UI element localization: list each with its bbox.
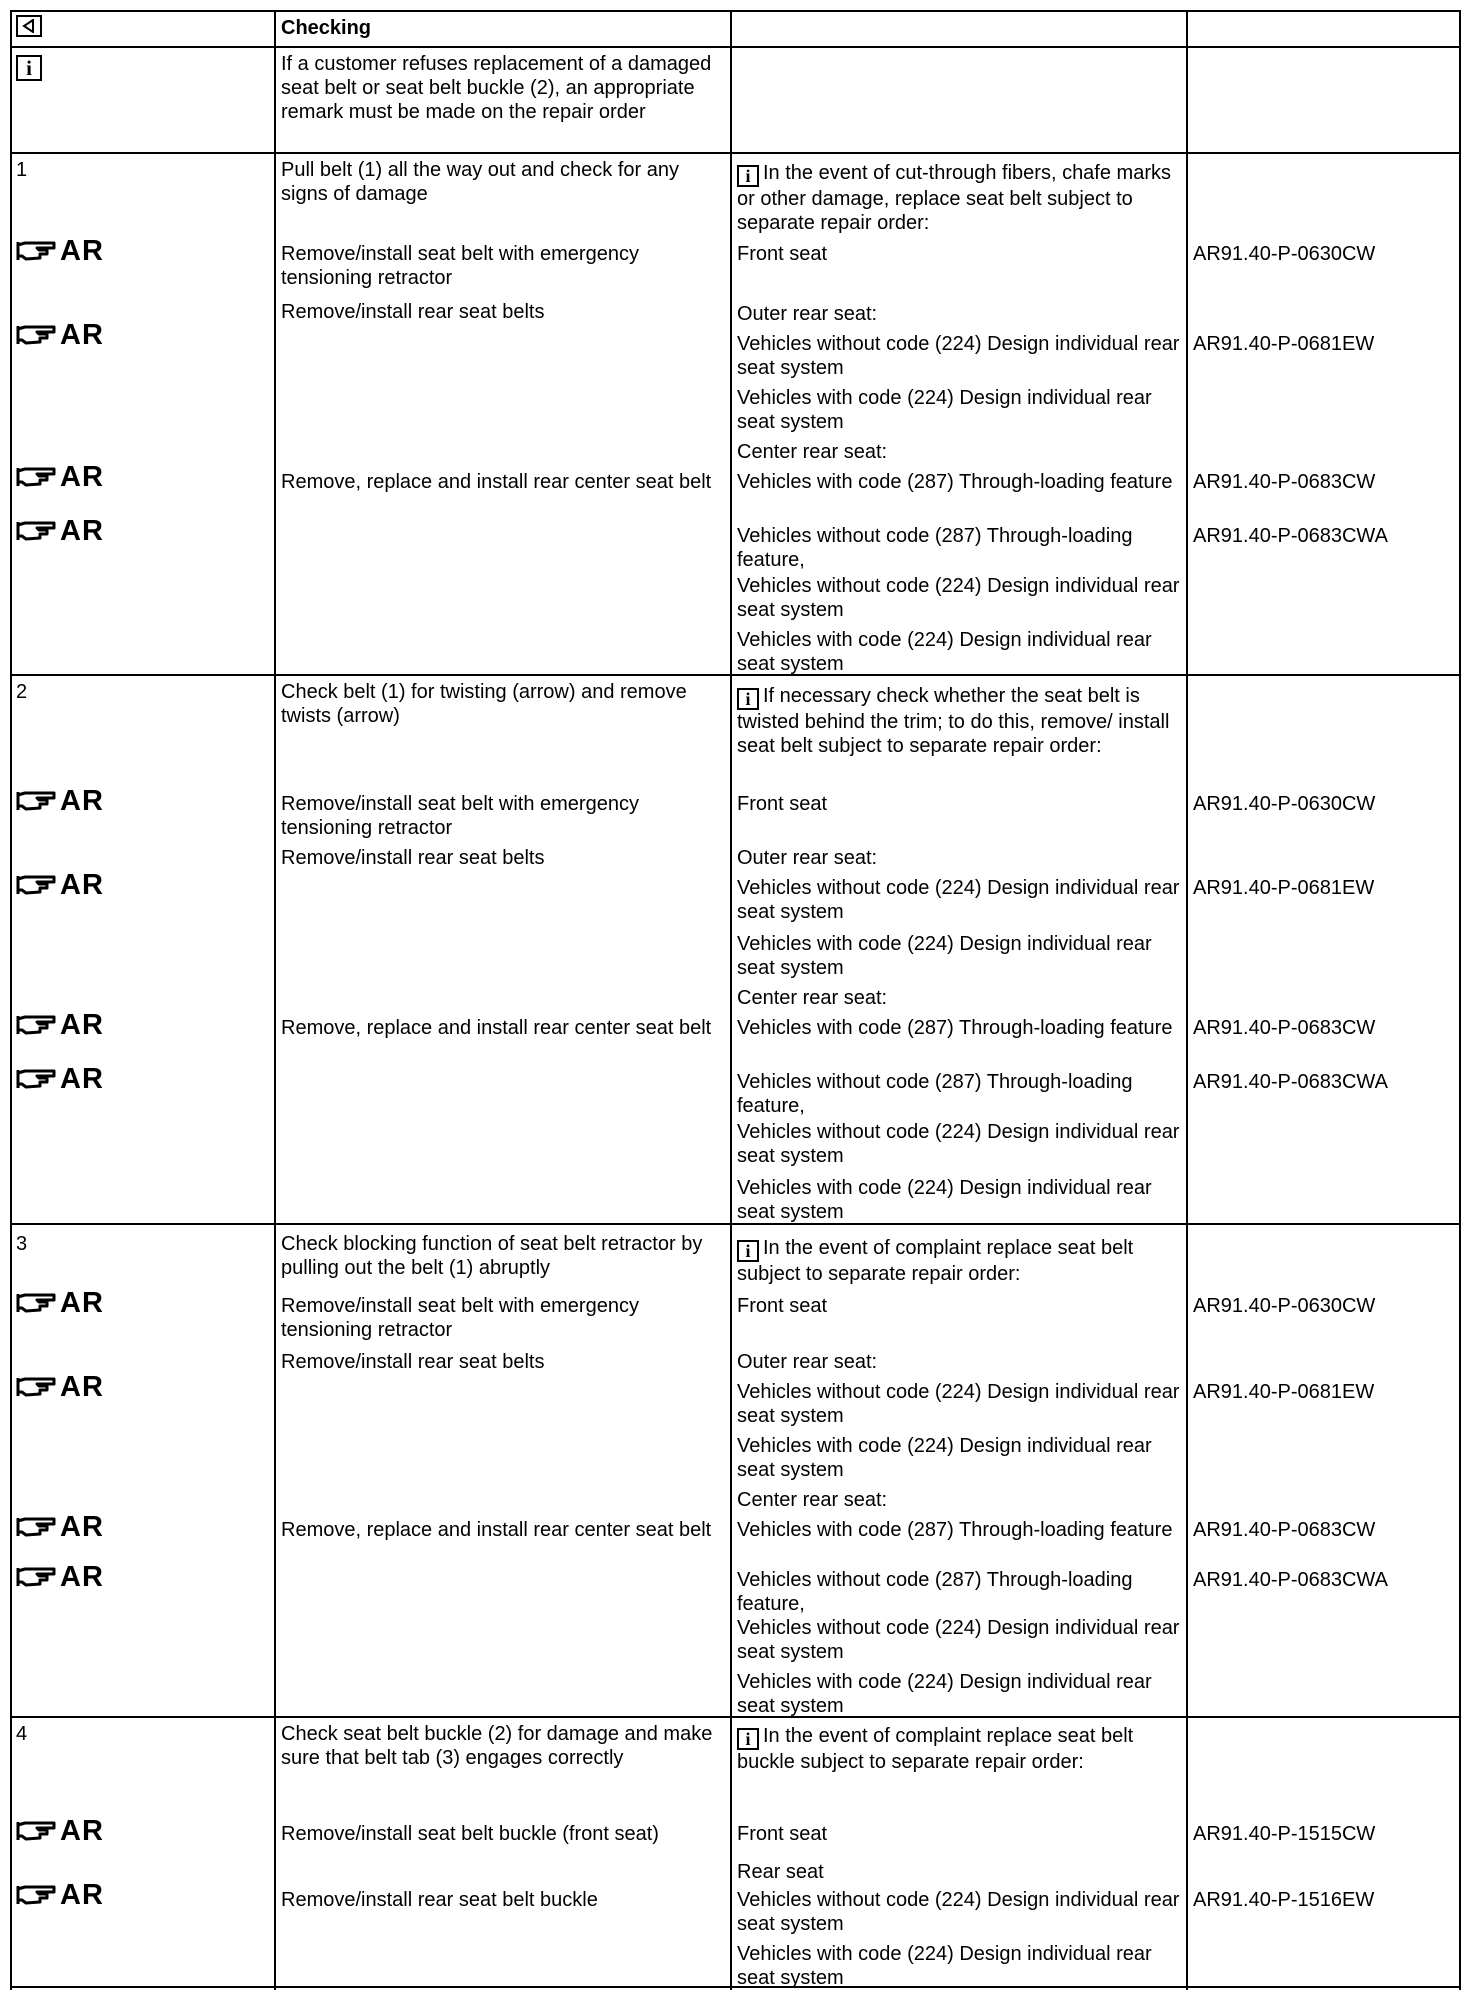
item-action: Remove/install seat belt with emergency tensioning retractor <box>281 1295 639 1341</box>
item-reference[interactable]: AR91.40-P-0683CW <box>1193 1519 1376 1541</box>
step-instruction: Pull belt (1) all the way out and check for any signs of damage <box>281 159 679 205</box>
item-condition: Center rear seat: <box>737 1489 888 1511</box>
ar-link[interactable]: AR <box>16 1562 104 1592</box>
info-icon: i <box>737 1728 759 1750</box>
pointing-hand-icon <box>16 1013 56 1037</box>
item-reference[interactable]: AR91.40-P-0683CW <box>1193 1017 1376 1039</box>
item-action: Remove/install rear seat belts <box>281 847 545 869</box>
ar-link[interactable]: AR <box>16 462 104 492</box>
item-condition: Vehicles with code (224) Design individual rear seat system <box>737 1177 1152 1223</box>
item-condition: Vehicles without code (224) Design individual rear seat system <box>737 1121 1180 1167</box>
item-action: Remove, replace and install rear center seat belt <box>281 1017 712 1039</box>
item-action: Remove/install seat belt with emergency tensioning retractor <box>281 793 639 839</box>
row-divider <box>10 674 1461 676</box>
note-text: If a customer refuses replacement of a damaged seat belt or seat belt buckle (2), an appropriate remark must be made on the repair order <box>281 53 712 123</box>
ar-link[interactable]: AR <box>16 236 104 266</box>
item-action: Remove, replace and install rear center seat belt <box>281 1519 712 1541</box>
step-info <box>737 161 1187 235</box>
step-info-text: In the event of complaint replace seat belt subject to separate repair order: <box>737 1237 1134 1285</box>
triangle-left-icon <box>22 19 36 33</box>
step-instruction: Check blocking function of seat belt retractor by pulling out the belt (1) abruptly <box>281 1233 703 1279</box>
step-info-text: If necessary check whether the seat belt is twisted behind the trim; to do this, remove/ install seat belt subject to separate repair order: <box>737 685 1170 757</box>
item-condition: Vehicles with code (224) Design individual rear seat system <box>737 1943 1152 1989</box>
item-condition: Front seat <box>737 1295 828 1317</box>
item-condition: Vehicles with code (224) Design individual rear seat system <box>737 933 1152 979</box>
item-reference[interactable]: AR91.40-P-0681EW <box>1193 333 1375 355</box>
item-condition: Vehicles without code (224) Design individual rear seat system <box>737 575 1180 621</box>
item-condition: Vehicles without code (287) Through-loading feature, <box>737 1071 1133 1117</box>
repair-instruction-table <box>10 10 1461 1990</box>
item-condition: Vehicles without code (224) Design individual rear seat system <box>737 1889 1180 1935</box>
pointing-hand-icon <box>16 1565 56 1589</box>
item-reference[interactable]: AR91.40-P-1515CW <box>1193 1823 1376 1845</box>
item-condition: Front seat <box>737 243 828 265</box>
item-condition: Vehicles with code (287) Through-loading feature <box>737 1017 1173 1039</box>
info-icon: i <box>737 165 759 187</box>
item-reference[interactable]: AR91.40-P-0630CW <box>1193 1295 1376 1317</box>
step-number: 2 <box>16 681 28 703</box>
item-condition: Vehicles without code (287) Through-loading feature, <box>737 525 1133 571</box>
row-divider <box>10 46 1461 48</box>
item-reference[interactable]: AR91.40-P-0683CWA <box>1193 525 1388 547</box>
item-condition: Vehicles without code (224) Design individual rear seat system <box>737 877 1180 923</box>
item-condition: Center rear seat: <box>737 441 888 463</box>
item-condition: Vehicles with code (224) Design individual rear seat system <box>737 1435 1152 1481</box>
item-condition: Vehicles with code (224) Design individual rear seat system <box>737 387 1152 433</box>
pointing-hand-icon <box>16 1291 56 1315</box>
item-condition: Outer rear seat: <box>737 303 878 325</box>
step-instruction: Check seat belt buckle (2) for damage and make sure that belt tab (3) engages correctly <box>281 1723 713 1769</box>
info-icon: i <box>737 1240 759 1262</box>
item-action: Remove/install rear seat belts <box>281 1351 545 1373</box>
column-divider <box>10 10 12 1990</box>
item-action: Remove/install seat belt with emergency tensioning retractor <box>281 243 639 289</box>
pointing-hand-icon <box>16 1819 56 1843</box>
ar-link[interactable]: AR <box>16 1816 104 1846</box>
item-condition: Vehicles without code (224) Design individual rear seat system <box>737 1617 1180 1663</box>
pointing-hand-icon <box>16 1883 56 1907</box>
info-icon: i <box>737 688 759 710</box>
item-condition: Front seat <box>737 1823 828 1845</box>
ar-link[interactable]: AR <box>16 1880 104 1910</box>
note-info-icon <box>16 54 46 81</box>
item-condition: Vehicles with code (287) Through-loading feature <box>737 1519 1173 1541</box>
pointing-hand-icon <box>16 1067 56 1091</box>
pointing-hand-icon <box>16 873 56 897</box>
table-border-top <box>10 10 1461 12</box>
ar-link[interactable]: AR <box>16 1372 104 1402</box>
pointing-hand-icon <box>16 1515 56 1539</box>
info-icon: i <box>16 55 42 81</box>
item-action: Remove/install seat belt buckle (front seat) <box>281 1823 659 1845</box>
item-condition: Outer rear seat: <box>737 1351 878 1373</box>
ar-link[interactable]: AR <box>16 1064 104 1094</box>
ar-link[interactable]: AR <box>16 320 104 350</box>
item-action: Remove, replace and install rear center seat belt <box>281 471 712 493</box>
ar-link[interactable]: AR <box>16 1288 104 1318</box>
row-divider <box>10 152 1461 154</box>
item-reference[interactable]: AR91.40-P-0630CW <box>1193 793 1376 815</box>
item-reference[interactable]: AR91.40-P-0683CWA <box>1193 1569 1388 1591</box>
step-number: 4 <box>16 1723 28 1745</box>
step-info-text: In the event of cut-through fibers, chafe marks or other damage, replace seat belt subject to separate repair order: <box>737 162 1171 234</box>
ar-link[interactable]: AR <box>16 1512 104 1542</box>
item-condition: Front seat <box>737 793 828 815</box>
back-button[interactable] <box>16 15 42 37</box>
pointing-hand-icon <box>16 1375 56 1399</box>
step-number: 1 <box>16 159 28 181</box>
ar-link[interactable]: AR <box>16 870 104 900</box>
table-border-bottom <box>10 1986 1461 1988</box>
step-info <box>737 1724 1187 1774</box>
item-reference[interactable]: AR91.40-P-0630CW <box>1193 243 1376 265</box>
item-condition: Vehicles with code (224) Design individual rear seat system <box>737 1671 1152 1717</box>
item-reference[interactable]: AR91.40-P-0681EW <box>1193 1381 1375 1403</box>
item-action: Remove/install rear seat belt buckle <box>281 1889 598 1911</box>
ar-link[interactable]: AR <box>16 516 104 546</box>
step-info <box>737 684 1187 758</box>
page-title: Checking <box>281 17 372 39</box>
pointing-hand-icon <box>16 239 56 263</box>
item-condition: Vehicles with code (287) Through-loading feature <box>737 471 1173 493</box>
item-condition: Vehicles without code (287) Through-loading feature, <box>737 1569 1133 1615</box>
pointing-hand-icon <box>16 323 56 347</box>
step-instruction: Check belt (1) for twisting (arrow) and remove twists (arrow) <box>281 681 687 727</box>
pointing-hand-icon <box>16 519 56 543</box>
item-reference[interactable]: AR91.40-P-1516EW <box>1193 1889 1375 1911</box>
pointing-hand-icon <box>16 465 56 489</box>
row-divider <box>10 1223 1461 1225</box>
ar-link[interactable]: AR <box>16 1010 104 1040</box>
item-condition: Outer rear seat: <box>737 847 878 869</box>
item-reference[interactable]: AR91.40-P-0683CWA <box>1193 1071 1388 1093</box>
pointing-hand-icon <box>16 789 56 813</box>
item-reference[interactable]: AR91.40-P-0683CW <box>1193 471 1376 493</box>
item-condition: Vehicles without code (224) Design individual rear seat system <box>737 333 1180 379</box>
column-divider <box>1459 10 1461 1990</box>
item-reference[interactable]: AR91.40-P-0681EW <box>1193 877 1375 899</box>
step-info <box>737 1236 1187 1286</box>
column-divider <box>274 10 276 1990</box>
ar-link[interactable]: AR <box>16 786 104 816</box>
item-condition: Center rear seat: <box>737 987 888 1009</box>
item-action: Remove/install rear seat belts <box>281 301 545 323</box>
item-condition: Vehicles with code (224) Design individual rear seat system <box>737 629 1152 675</box>
step-number: 3 <box>16 1233 28 1255</box>
step-info-text: In the event of complaint replace seat belt buckle subject to separate repair order: <box>737 1725 1134 1773</box>
item-condition: Vehicles without code (224) Design individual rear seat system <box>737 1381 1180 1427</box>
item-condition: Rear seat <box>737 1861 824 1883</box>
row-divider <box>10 1716 1461 1718</box>
